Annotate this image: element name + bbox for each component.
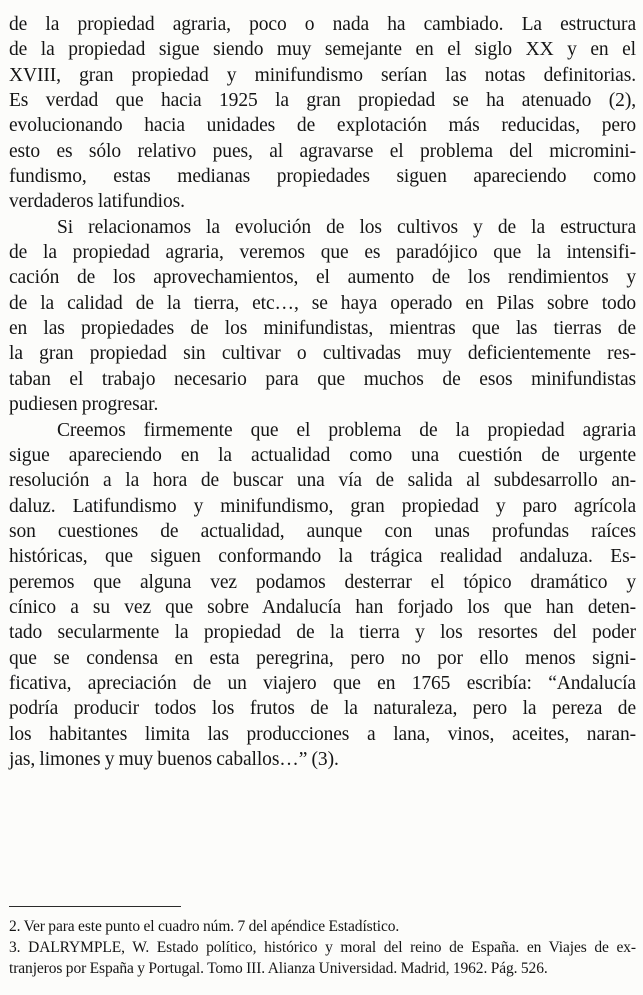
text-line: evolucionando hacia unidades de explotación más reducidas, pero <box>9 115 636 137</box>
footnote-section <box>9 906 636 979</box>
text-line: fundismo, estas medianas propiedades siguen apareciendo como <box>9 166 636 188</box>
body-text <box>9 12 636 772</box>
paragraph <box>9 418 636 773</box>
text-line: Si relacionamos la evolución de los cultivos y de la estructura <box>57 216 636 238</box>
text-line: sigue apareciendo en la actualidad como una cuestión de urgente <box>9 444 636 466</box>
footnotes <box>9 916 636 979</box>
text-line: jas, limones y muy buenos caballos…” (3). <box>9 748 339 770</box>
text-line: son cuestiones de actualidad, aunque con unas profundas raíces <box>9 520 636 542</box>
text-line: la gran propiedad sin cultivar o cultivadas muy deficientemente res- <box>9 343 636 365</box>
text-line: de la calidad de la tierra, etc…, se haya operado en Pilas sobre todo <box>9 292 636 314</box>
text-line: peremos que alguna vez podamos desterrar el tópico dramático y <box>9 571 636 593</box>
paragraph <box>9 12 636 215</box>
text-line: que se condensa en esta peregrina, pero no por ello menos signi- <box>9 647 636 669</box>
text-line: Creemos firmemente que el problema de la propiedad agraria <box>57 419 636 441</box>
footnote <box>9 937 636 979</box>
text-line: cínico a su vez que sobre Andalucía han forjado los que han deten- <box>9 596 636 618</box>
text-line: taban el trabajo necesario para que muchos de esos minifundistas <box>9 368 636 390</box>
text-line: Es verdad que hacia 1925 la gran propiedad se ha atenuado (2), <box>9 90 636 112</box>
text-line: resolución a la hora de buscar una vía de salida al subdesarrollo an- <box>9 470 636 492</box>
footnote-line: 3. DALRYMPLE, W. Estado político, histórico y moral del reino de España. en Viajes de ex- <box>9 939 636 956</box>
text-line: pudiesen progresar. <box>9 394 159 416</box>
text-line: verdaderos latifundios. <box>9 191 185 213</box>
text-line: podría producir todos los frutos de la naturaleza, pero la pereza de <box>9 698 636 720</box>
text-line: de la propiedad agraria, poco o nada ha cambiado. La estructura <box>9 14 636 35</box>
footnote <box>9 916 636 937</box>
text-line: los habitantes limita las producciones a lana, vinos, aceites, naran- <box>9 723 636 745</box>
footnote-separator-rule <box>9 906 181 907</box>
text-line: de la propiedad sigue siendo muy semejante en el siglo XX y en el <box>9 39 636 61</box>
text-line: XVIII, gran propiedad y minifundismo serían las notas definitorias. <box>9 64 636 86</box>
text-line: históricas, que siguen conformando la trágica realidad andaluza. Es- <box>9 546 636 568</box>
text-line: de la propiedad agraria, veremos que es paradójico que la intensifi- <box>9 242 636 264</box>
text-line: ficativa, apreciación de un viajero que en 1765 escribía: “Andalucía <box>9 672 636 694</box>
text-line: esto es sólo relativo pues, al agravarse el problema del micromini- <box>9 140 636 162</box>
footnote-line: tranjeros por España y Portugal. Tomo III. Alianza Universidad. Madrid, 1962. Pág. 526. <box>9 960 548 977</box>
text-line: en las propiedades de los minifundistas, mientras que las tierras de <box>9 318 636 340</box>
text-line: tado secularmente la propiedad de la tierra y los resortes del poder <box>9 622 636 644</box>
text-line: daluz. Latifundismo y minifundismo, gran propiedad y paro agrícola <box>9 495 636 517</box>
text-line: cación de los aprovechamientos, el aumento de los rendimientos y <box>9 267 636 289</box>
footnote-line: 2. Ver para este punto el cuadro núm. 7 del apéndice Estadístico. <box>9 918 400 935</box>
paragraph <box>9 215 636 418</box>
